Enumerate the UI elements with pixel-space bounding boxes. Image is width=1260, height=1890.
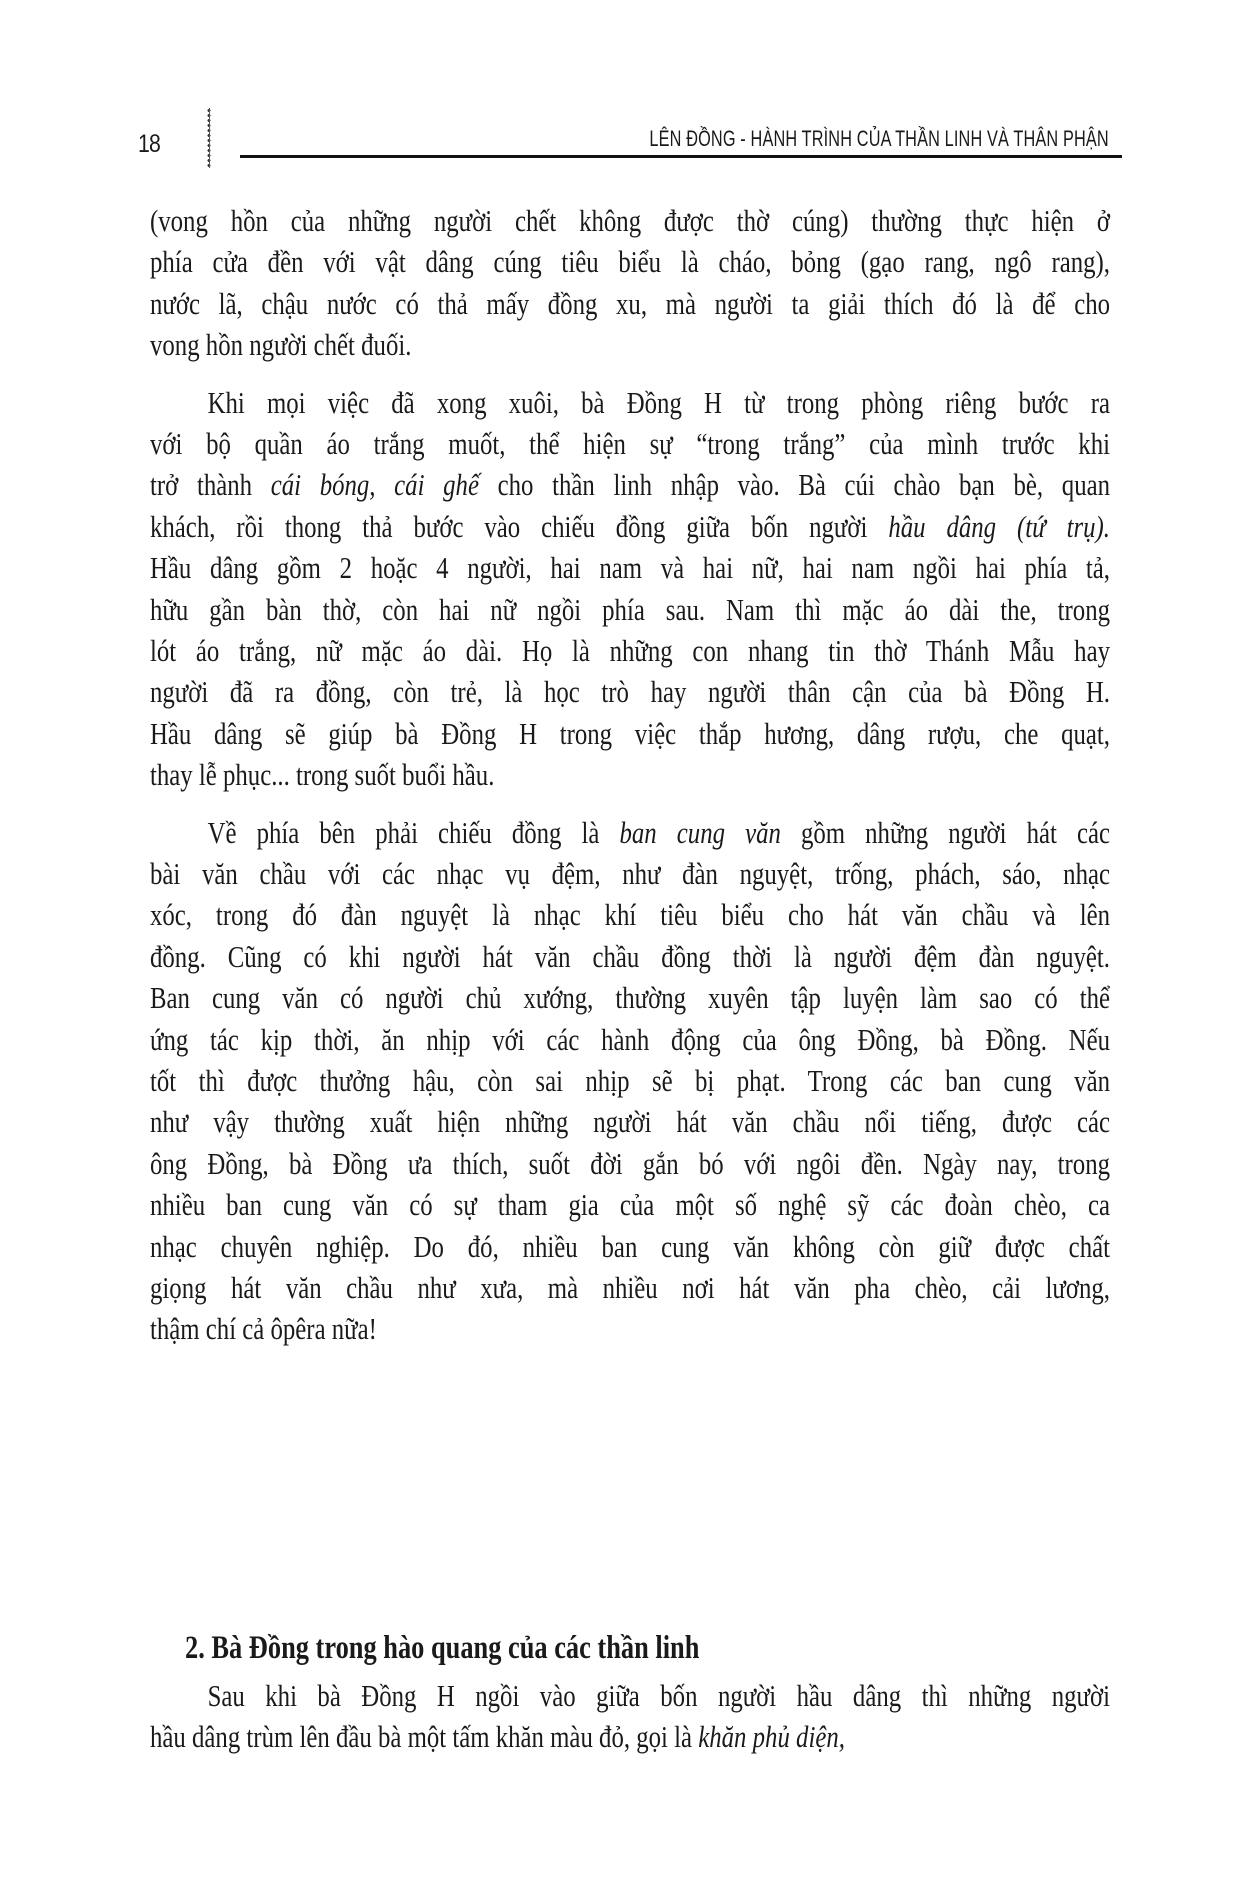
header-rule <box>240 155 1122 158</box>
text-run: bài văn chầu với các nhạc vụ đệm, như đàn nguyệt, trống, phách, sáo, nhạc <box>150 856 1110 891</box>
text-line <box>150 1676 1110 1716</box>
text-line <box>150 978 1110 1018</box>
text-run: như vậy thường xuất hiện những người hát văn chầu nổi tiếng, được các <box>150 1104 1110 1140</box>
text-line-content <box>150 548 1110 588</box>
text-line <box>150 1227 1110 1267</box>
text-line-content <box>150 631 1110 671</box>
text-line-content <box>150 672 1110 712</box>
text-line <box>150 590 1110 630</box>
text-line <box>150 1717 1110 1757</box>
text-run: tốt thì được thưởng hậu, còn sai nhịp sẽ bị phạt. Trong các ban cung văn <box>150 1063 1110 1098</box>
text-line-content <box>150 714 1110 754</box>
text-run: thay lễ phục... trong suốt buổi hầu. <box>150 757 495 793</box>
text-run: lót áo trắng, nữ mặc áo dài. Họ là những con nhang tin thờ Thánh Mẫu hay <box>150 633 1110 668</box>
text-line-content <box>150 383 1110 423</box>
italic-term: ban cung văn <box>619 814 781 850</box>
text-run: đồng. Cũng có khi người hát văn chầu đồng thời là người đệm đàn nguyệt. <box>150 938 1110 974</box>
text-run: ứng tác kịp thời, ăn nhịp với các hành động của ông Đồng, bà Đồng. Nếu <box>150 1021 1110 1057</box>
text-line-content <box>150 465 1110 505</box>
text-line <box>150 325 1110 365</box>
text-line-content <box>150 1102 1110 1142</box>
text-line-content <box>150 1227 1110 1267</box>
text-line-content <box>150 242 1110 282</box>
text-run: trở thành <box>150 467 271 503</box>
text-run: xóc, trong đó đàn nguyệt là nhạc khí tiêu biểu cho hát văn chầu và lên <box>150 897 1110 933</box>
text-line <box>150 507 1110 547</box>
text-line-content <box>150 201 1110 241</box>
text-line <box>150 1061 1110 1101</box>
text-line-content <box>150 755 1110 795</box>
section-heading: 2. Bà Đồng trong hào quang của các thần linh <box>185 1630 700 1667</box>
text-line <box>150 714 1110 754</box>
text-run: ông Đồng, bà Đồng ưa thích, suốt đời gắn bó với ngôi đền. Ngày nay, trong <box>150 1145 1110 1181</box>
text-line-content <box>150 1185 1110 1225</box>
text-line-content <box>150 590 1110 630</box>
text-line <box>150 1102 1110 1142</box>
running-title: LÊN ĐỒNG - HÀNH TRÌNH CỦA THẦN LINH VÀ THÂN PHẬN <box>649 126 1109 151</box>
text-run: hầu dâng trùm lên đầu bà một tấm khăn màu đỏ, gọi là <box>150 1719 699 1755</box>
text-line-content <box>150 1676 1110 1716</box>
text-line <box>150 937 1110 977</box>
text-run: với bộ quần áo trắng muốt, thể hiện sự “trong trắng” của mình trước khi <box>150 426 1110 461</box>
text-line <box>150 1268 1110 1308</box>
text-line <box>150 813 1110 853</box>
text-line <box>150 755 1110 795</box>
text-run: vong hồn người chết đuối. <box>150 327 412 363</box>
text-run: (vong hồn của những người chết không được thờ cúng) thường thực hiện ở <box>150 203 1110 238</box>
text-run: hữu gần bàn thờ, còn hai nữ ngồi phía sau. Nam thì mặc áo dài the, trong <box>150 591 1110 627</box>
text-line <box>150 631 1110 671</box>
text-line-content <box>150 854 1110 894</box>
text-line-content <box>150 1717 1110 1757</box>
text-run: nhạc chuyên nghiệp. Do đó, nhiều ban cung văn không còn giữ được chất <box>150 1228 1110 1264</box>
text-line <box>150 284 1110 324</box>
text-run: gồm những người hát các <box>780 814 1110 850</box>
italic-term: cái bóng, cái ghế <box>270 467 479 503</box>
text-run: phía cửa đền với vật dâng cúng tiêu biểu là cháo, bỏng (gạo rang, ngô rang), <box>150 244 1110 280</box>
italic-term: hầu dâng (tứ trụ). <box>888 508 1111 544</box>
text-run: Sau khi bà Đồng H ngồi vào giữa bốn người hầu dâng thì những người <box>207 1678 1111 1713</box>
text-line-content <box>150 1061 1110 1101</box>
text-run: cho thần linh nhập vào. Bà cúi chào bạn bè, quan <box>478 467 1110 503</box>
text-run: khách, rồi thong thả bước vào chiếu đồng giữa bốn người <box>150 508 889 544</box>
text-run: Ban cung văn có người chủ xướng, thường xuyên tập luyện làm sao có thể <box>150 980 1110 1016</box>
text-line <box>150 465 1110 505</box>
text-line <box>150 1144 1110 1184</box>
text-line <box>150 424 1110 464</box>
text-run: Hầu dâng sẽ giúp bà Đồng H trong việc thắp hương, dâng rượu, che quạt, <box>150 715 1110 751</box>
text-line-content <box>150 1309 1110 1349</box>
text-run: thậm chí cả ôpêra nữa! <box>150 1311 377 1347</box>
text-line <box>150 201 1110 241</box>
text-run: người đã ra đồng, còn trẻ, là học trò hay người thân cận của bà Đồng H. <box>150 674 1110 710</box>
text-line <box>150 895 1110 935</box>
text-run: Về phía bên phải chiếu đồng là <box>207 814 620 850</box>
text-line-content <box>150 937 1110 977</box>
text-line <box>150 1309 1110 1349</box>
text-line <box>150 242 1110 282</box>
text-line-content <box>150 1144 1110 1184</box>
text-line <box>150 1185 1110 1225</box>
text-line-content <box>150 325 1110 365</box>
text-line-content <box>150 1020 1110 1060</box>
text-line <box>150 854 1110 894</box>
text-line <box>150 672 1110 712</box>
ornament-divider-icon <box>206 108 212 168</box>
text-line <box>150 548 1110 588</box>
text-run: nước lã, chậu nước có thả mấy đồng xu, mà người ta giải thích đó là để cho <box>150 285 1110 321</box>
text-line-content <box>150 424 1110 464</box>
text-run: Khi mọi việc đã xong xuôi, bà Đồng H từ trong phòng riêng bước ra <box>207 384 1111 420</box>
text-line-content <box>150 1268 1110 1308</box>
italic-term: khăn phủ diện, <box>698 1719 845 1755</box>
text-line-content <box>150 895 1110 935</box>
page-number: 18 <box>138 130 160 158</box>
text-run: nhiều ban cung văn có sự tham gia của một số nghệ sỹ các đoàn chèo, ca <box>150 1187 1110 1223</box>
text-line-content <box>150 284 1110 324</box>
running-head <box>0 0 1260 180</box>
text-run: Hầu dâng gồm 2 hoặc 4 người, hai nam và hai nữ, hai nam ngồi hai phía tả, <box>150 550 1110 586</box>
text-line <box>150 383 1110 423</box>
text-line-content <box>150 507 1110 547</box>
text-line-content <box>150 978 1110 1018</box>
text-line-content <box>150 813 1110 853</box>
text-run: giọng hát văn chầu như xưa, mà nhiều nơi hát văn pha chèo, cải lương, <box>150 1270 1110 1305</box>
text-line <box>150 1020 1110 1060</box>
